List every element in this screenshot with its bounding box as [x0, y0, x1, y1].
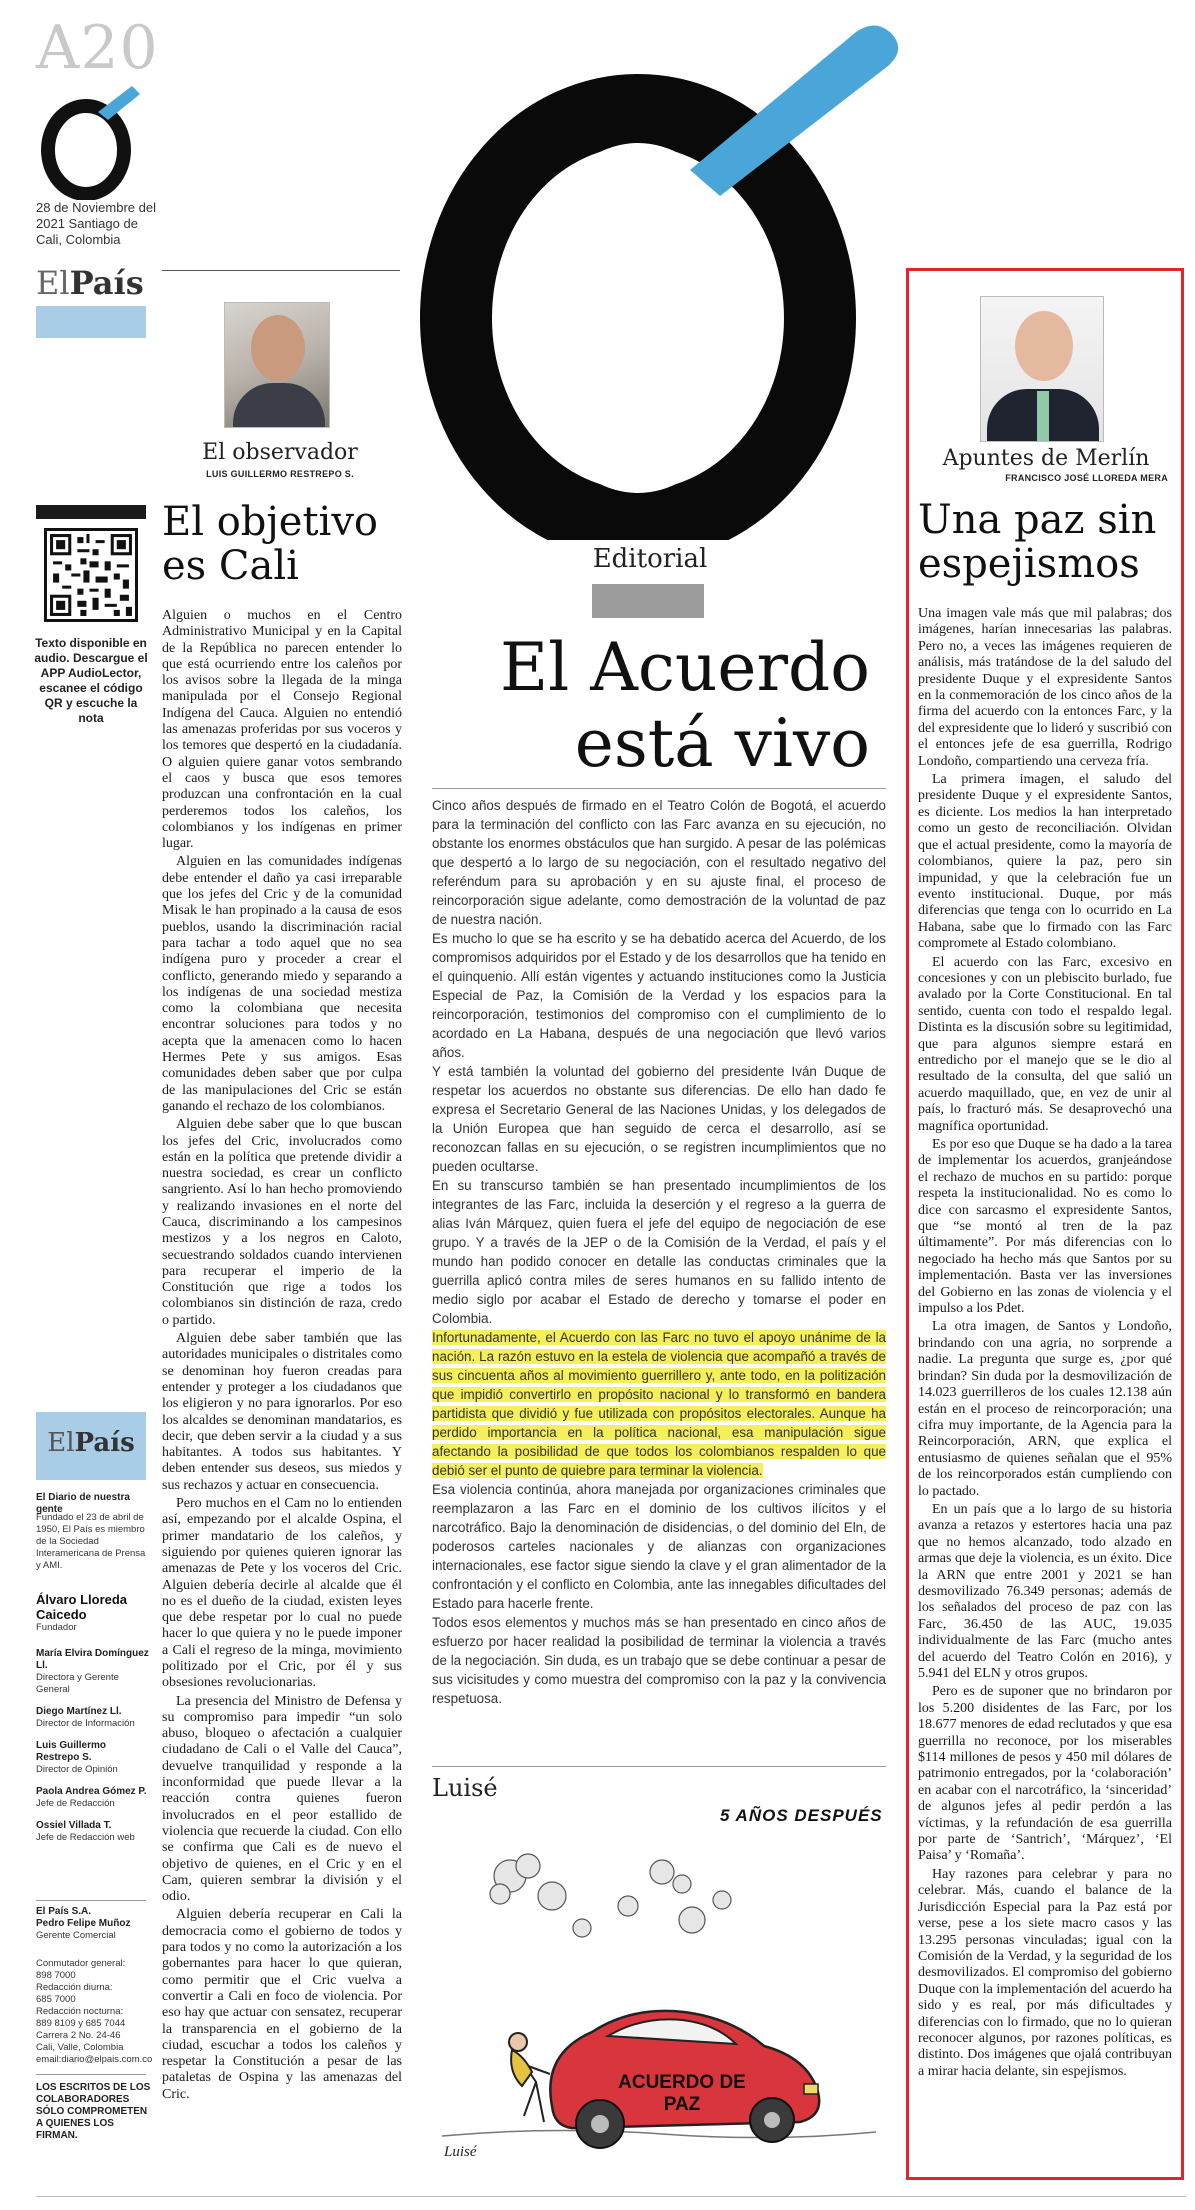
page-bottom-rule: [36, 2196, 1186, 2197]
paragraph: Es por eso que Duque se ha dado a la tarea de implementar los acuerdos, granjeándose el rechazo de muchos en su partido: porque respeta la institucionalidad. No es como lo dice con sarcasmo el expresidente Santos, que “se montó al tren de la paz últimamente”. Por más diferencias con lo negociado ha hecho más que Santos por su implementación. Basta ver las inversiones del Gobierno en las zonas de violencia y el impulso a los Pdet.: [918, 1137, 1172, 1317]
headline-line-2: está vivo: [574, 705, 870, 782]
person-figure-icon: [509, 2033, 550, 2122]
paragraph: La presencia del Ministro de Defensa y su compromiso para impedir “un solo abuso, bloqueo o afectación a cualquier ciudadano de Cali o el Valle del Cauca”, devuelve tranquilidad y responde a la inconformidad que puede llevar a la reacción contra quienes fueron involucrados en el peor estallido de violencia que recuerde la ciudad. Con ello se confirma que Cali es de nuevo el objetivo de quienes, en el Cric y en el Cam, quieren sembrar la división y el odio.: [162, 1693, 402, 1905]
paragraph: Alguien en las comunidades indígenas debe entender el daño ya casi irreparable que los jefes del Cric y de la comunidad Misak le han propinado a la causa de esos pueblos, usando la discriminación racial para tachar a todo aquel que no sea indígena puro y proceder a crear el conflicto, generando miedo y separando a los indígenas de una sociedad mestiza como la colombiana que necesita encontrar soluciones para todos y no acepta que la amenacen como lo hacen Hermes Pete y sus amigos. Esas comunidades deben saber que por culpa de las manipulaciones del Cric se están ganando el rechazo de los colombianos.: [162, 854, 402, 1114]
paragraph: La primera imagen, el saludo del presidente Duque y el expresidente Santos, es diciente. Los medios la han interpretado como un gesto de reconciliación. Olvidan que el actual presidente, como la mayoría de colombianos, quiere la paz, pero sin impunidad, y que la celebración fue un evento institucional. Duque, por más diferencias que tenga con lo ocurrido en La Habana, sabe que lo firmado con las Farc compromete al Estado colombiano.: [918, 772, 1172, 952]
paragraph: Pero es de suponer que no brindaron por los 5.200 disidentes de las Farc, por los 18.677 menores de edad reclutados y que esa guerrilla no reconoce, por los miserables $114 millones de pesos y 450 mil dólares de patrimonio entregados, por la ‘colaboración’ en acabar con el narcotráfico, la ‘sinceridad’ de algunos jefes al pedir perdón a las víctimas, y la refundación de esa guerrilla por parte de ‘Santrich’, ‘Márquez’, ‘El Paisa’ y ‘Romaña’.: [918, 1684, 1172, 1864]
masthead-contact: Conmutador general: 898 7000 Redacción diurna: 685 7000 Redacción nocturna: 889 8109 y 685 7044 Carrera 2 No. 24-46 Cali, Valle, Colombia email:diario@elpais.com.co: [36, 1958, 153, 2065]
masthead-founder: Álvaro Lloreda Caicedo Fundador: [36, 1592, 128, 1633]
masthead-company: El País S.A. Pedro Felipe Muñoz Gerente Comercial: [36, 1906, 131, 1941]
header-rule: [162, 270, 400, 271]
masthead-disclaimer: LOS ESCRITOS DE LOS COLABORADORES SÓLO COMPROMETEN A QUIENES LOS FIRMAN.: [36, 2082, 151, 2141]
masthead-founded: Fundado el 23 de abril de 1950, El País es miembro de la Sociedad Interamericana de Prensa y AMI.: [36, 1512, 146, 1571]
car-text-line-2: PAZ: [663, 2094, 701, 2115]
paragraph: Hay razones para celebrar y para no celebrar. Más, cuando el balance de la Jurisdicción Especial para la Paz está por verse, pese a los siete macro casos y las 13.295 personas vinculadas; igual con la Comisión de la Verdad, y la seguridad de los desmovilizados. El compromiso del gobierno Duque con la implementación del acuerdo ha sido y es real, por más dificultades y diferencias con lo firmado, que no lo quieran reconocer algunos, por razones políticas, es distinto. Dos imágenes que ojalá contribuyan a mirar hacia delante, sin espejismos.: [918, 1866, 1172, 2079]
paragraph: En un país que a lo largo de su historia avanza a retazos y estertores hacia una paz que no hemos alcanzado, todo alzado en armas que deje la violencia, es un éxito. Dice la ARN que entre 2001 y 2021 se han desmovilizado 76.349 personas; además de los señalados del proceso de paz con las Farc, 36.450 de las AUC, 19.035 individualmente de las Farc (mucho antes del acuerdo del Teatro Colón en 2016), y 5.941 del ELN y otros grupos.: [918, 1501, 1172, 1681]
editorial-body: [432, 796, 886, 1708]
paragraph: Una imagen vale más que mil palabras; dos imágenes, harían innecesarias las palabras. Pero no, a veces las imágenes requieren de análisis, más tratándose de la del saludo del presidente Duque y el expresidente Santos en la conmemoración de los cinco años de la firma del acuerdo con la entonces Farc, y la del expresidente que lo lideró y suscribió con el entonces jefe de esa guerrilla, Rodrigo Londoño, compartiendo una cerveza fría.: [918, 606, 1172, 769]
car-text-line-1: ACUERDO DE: [618, 2072, 746, 2093]
cartoon-label: Luisé: [432, 1774, 498, 1802]
masthead-logo: [36, 1428, 146, 1458]
column-section-right: Apuntes de Merlín: [942, 446, 1150, 471]
masthead-staff: María Elvira Domínguez Ll. Directora y Gerente General Diego Martínez Ll. Director de Información Luis Guillermo Restrepo S. Director de Opinión Paola Andrea Gómez P. Jefe de Redacción Ossiel Villada T. Jefe de Redacción web: [36, 1648, 149, 1843]
editorial-bar: [592, 584, 704, 618]
paragraph: Cinco años después de firmado en el Teatro Colón de Bogotá, el acuerdo para la terminación del conflicto con las Farc avanza en su ejecución, no obstante los enormes obstáculos que han surgido. A pesar de las polémicas que despertó a lo largo de su negociación, con el resultado negativo del referéndum para su aprobación y en su ajuste final, el proceso de reincorporación sigue adelante, como demostración de la voluntad de paz de nuestra nación.: [432, 798, 886, 927]
paragraph: Alguien debe saber también que las autoridades municipales o distritales como se denominan hoy fueron creadas para entender y proteger a los ciudadanos que los eligieron y no para ignorarlos. Por eso los alcaldes se denominan mandatarios, es decir, que deben servir a la ciudad y a sus habitantes. A todos sus habitantes. Y deben entender sus deseos, sus miedos y sus rechazos y actuar en consecuencia.: [162, 1331, 402, 1493]
paragraph: La otra imagen, de Santos y Londoño, brindando con una agria, no sorprende a nadie. La pregunta que surge es, ¿por qué brindan? Sin duda por la desmovilización de 14.023 guerrilleros de los cuales 12.138 aún están en el proceso de reincorporación; una cifra muy importante, de la Agencia para la Reincorporación, ARN, que explica el entusiasmo de quienes señalan que el 95% de los reincorporados están cumpliendo con lo pactado.: [918, 1319, 1172, 1499]
editorial-rule: [432, 788, 886, 789]
column-author-left: LUIS GUILLERMO RESTREPO S.: [206, 469, 354, 479]
logo-pais: País: [69, 264, 144, 302]
cartoon-rule: [432, 1766, 886, 1767]
headline-right: Una paz sin espejismos: [918, 497, 1157, 587]
headline-line-1: El Acuerdo: [500, 629, 870, 706]
paragraph: Alguien debe saber que lo que buscan los jefes del Cric, involucrados como están en la política que pretende dividir a nuestra sociedad, es crear un conflicto sangriento. Así lo han hecho promoviendo y realizando invasiones en el norte del Cauca, discriminando a los campesinos mestizos y a los negros en Caloto, secuestrando soldados cuando intervienen para recuperar el imperio de la Constitución que rige a todos los colombianos sin distinción de raza, credo o partido.: [162, 1117, 402, 1328]
author-photo-lloreda: [980, 296, 1104, 442]
column-author-right: FRANCISCO JOSÉ LLOREDA MERA: [1005, 473, 1168, 483]
paragraph: Alguien o muchos en el Centro Administrativo Municipal y en la Capital de la República no parecen entender lo que está ocurriendo entre los caleños por los avisos sobre la llegada de la minga manipulada por el Consejo Regional Indígena del Cauca. Alguien no entendió las amenazas proferidas por sus voceros y los temores que despertó en la ciudadanía. O alguien quiere ganar votos sembrando el caos y busca que esos temores produzcan una confrontación en la cual perderemos todos los caleños, los colombianos y los indígenas en primer lugar.: [162, 608, 402, 852]
article-body-left: [162, 608, 402, 2168]
paragraph: Todos esos elementos y muchos más se han presentado en cinco años de esfuerzo por hacer realidad la posibilidad de terminar la violencia a través de la negociación. Sin duda, es un trabajo que se debe continuar a pesar de sus vicisitudes y como muestra del compromiso con la paz y la convivencia respetuosa.: [432, 1615, 886, 1706]
author-photo-restrepo: [224, 302, 330, 428]
paragraph: En su transcurso también se han presentado incumplimientos de los integrantes de las Farc, incluida la deserción y el regreso a la guerra de alias Iván Márquez, quien fuera el jefe del equipo de negociación de ese grupo. Y a través de la JEP o de la Comisión de la Verdad, el país y el mundo han podido conocer en detalle las conductas criminales que la guerrilla aplicó contra miles de seres humanos en su fallido intento de medio siglo por acabar el Estado de derecho y tomarse el poder en Colombia.: [432, 1178, 886, 1326]
dateline: 28 de Noviembre del 2021 Santiago de Cali, Colombia: [36, 200, 156, 247]
logo-el: El: [36, 264, 70, 302]
cartoon-illustration: [432, 1836, 886, 2166]
qr-header-bar: [36, 505, 146, 519]
editorial-label: Editorial: [592, 544, 708, 574]
masthead-rule: [36, 2074, 146, 2075]
page-number: A20: [36, 13, 159, 83]
article-body-right: [918, 606, 1172, 2168]
paragraph: Pero muchos en el Cam no lo entienden así, empezando por el alcalde Ospina, el primer mandatario de los caleños, y siguiendo por quienes quieren ignorar las amenazas de Pete y los voceros del Cric. Alguien debería decirle al alcalde que él no es el dueño de la ciudad, existen leyes que debe respetar por lo cual no puede hacer lo que quiera y no le puede imponer a Cali el regreso de la minga, movimiento politizado por el Cric, por él y sus obsesiones revolucionarias.: [162, 1496, 402, 1691]
qr-instructions: Texto disponible en audio. Descargue el APP AudioLector, escanee el código QR y escuche la nota: [34, 636, 148, 725]
headline-left: El objetivo es Cali: [162, 499, 379, 589]
highlighted-paragraph: Infortunadamente, el Acuerdo con las Farc no tuvo el apoyo unánime de la nación. La razón estuvo en la estela de violencia que acompañó a través de sus cincuenta años al movimiento guerrillero y, ante todo, en la politización que impidió convertirlo en propósito nacional y lo transformó en bandera partidista que dividió y fue utilizada con propósitos electorales. Aunque ha perdido importancia en la política nacional, esa manipulación sigue afectando la posibilidad de que todos los colombianos respalden lo que debió ser el punto de quiebre para terminar la violencia.: [432, 1330, 886, 1478]
cartoon-signature: Luisé: [444, 2144, 477, 2160]
masthead-tagline: El Diario de nuestra gente: [36, 1492, 130, 1515]
contact-email-link[interactable]: email:diario@elpais.com.co: [36, 2054, 153, 2065]
logo-el: El: [47, 1428, 75, 1458]
section-o-logo-icon: [36, 80, 146, 200]
big-o-graphic-icon: [408, 0, 908, 540]
masthead-rule: [36, 1900, 146, 1901]
paragraph: Es mucho lo que se ha escrito y se ha debatido acerca del Acuerdo, de los compromisos adquiridos por el Estado y de los desarrollos que ha tenido en el quinquenio. Allí están vigentes y actuando instituciones como la Justicia Especial de Paz, la Comisión de la Verdad y los espacios para la reincorporación, testimonios del compromiso con el cumplimiento de lo acordado en La Habana, después de una negociación que llevó varios años.: [432, 931, 886, 1060]
el-pais-logo: [36, 264, 144, 302]
editorial-headline: [420, 630, 870, 782]
paragraph: Esa violencia continúa, ahora manejada por organizaciones criminales que reemplazaron a las Farc en el dominio de los cultivos ilícitos y el narcotráfico. Bajo la denominación de disidencias, o del dominio del Eln, de poderosos carteles nacionales y de alianzas con organizaciones internacionales, ese factor sigue siendo la clave y el gran alimentador de la confrontación y el conflicto en Colombia, ante las innegables dificultades del Estado para hacerle frente.: [432, 1482, 886, 1611]
paragraph: Y está también la voluntad del gobierno del presidente Iván Duque de respetar los acuerdos no obstante sus diferencias. De ello han dado fe expresa el Secretario General de las Naciones Unidas, y los delegados de la Unión Europea que han seguido de cerca el desarrollo, así se reconozcan fallas en su ejecución, o se registren incumplimientos que no pueden ocultarse.: [432, 1064, 886, 1174]
paragraph: El acuerdo con las Farc, excesivo en concesiones y con un plebiscito burlado, fue avalado por la Corte Constitucional. En tal sentido, cuenta con todo el respaldo legal. Distinta es la discusión sobre su legitimidad, que para algunos siempre estará en entredicho por el manejo que se le dio al resultado de la consulta, del que salió un acuerdo maquillado, que, en vez de unir al país, lo fracturó más. Se desaprovechó una magnífica oportunidad.: [918, 954, 1172, 1134]
cartoon-caption: 5 AÑOS DESPUÉS: [720, 1806, 883, 1825]
qr-code-icon[interactable]: [44, 528, 138, 622]
logo-pais: País: [74, 1428, 135, 1458]
logo-color-bar: [36, 306, 146, 338]
paragraph: Alguien debería recuperar en Cali la democracia como el gobierno de todos y para todos y no como la autorización a los gobernantes para hacer lo que quieran, como permitir que el Cric vuelva a convertir a Cali en foco de violencia. Por eso hay que actuar con sensatez, recuperar la transparencia en el gobierno de la ciudad, escuchar a todos los caleños y respetar la Constitución a pesar de las pataletas de Ospina y las amenazas del Cric.: [162, 1907, 402, 2102]
column-section-left: El observador: [202, 440, 358, 465]
